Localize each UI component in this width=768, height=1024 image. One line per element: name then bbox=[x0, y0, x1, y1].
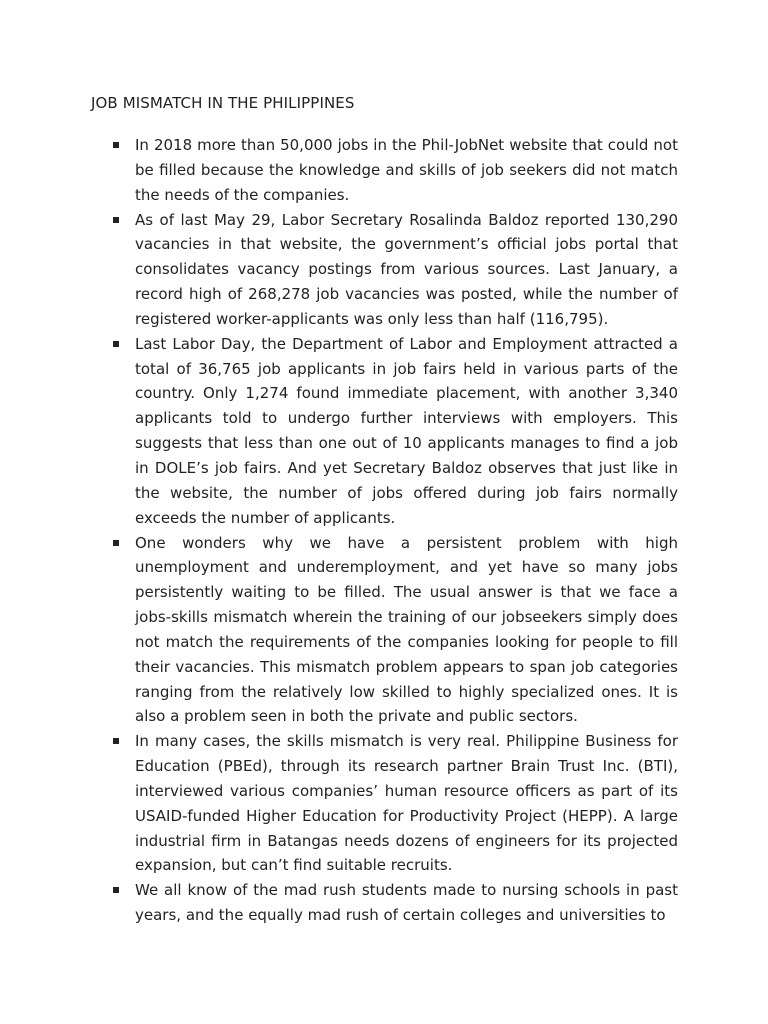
bullet-text: In many cases, the skills mismatch is very real. Philippine Business for Education (PBEd), through its research partner Brain Trust Inc. (BTI), interviewed various companies’ human resource officers as part of its USAID-funded Higher Education for Productivity Project (HEPP). A large industrial firm in Batangas needs dozens of engineers for its projected expansion, but can’t find suitable recruits. bbox=[135, 732, 678, 875]
square-bullet-icon bbox=[113, 341, 119, 347]
square-bullet-icon bbox=[113, 887, 119, 893]
bullet-item bbox=[0, 332, 768, 531]
square-bullet-icon bbox=[113, 540, 119, 546]
bullet-item bbox=[0, 208, 768, 332]
bullet-item bbox=[0, 878, 768, 928]
bullet-text: We all know of the mad rush students made to nursing schools in past years, and the equally mad rush of certain colleges and universities to bbox=[135, 881, 678, 925]
square-bullet-icon bbox=[113, 217, 119, 223]
bullet-text: One wonders why we have a persistent problem with high unemployment and underemployment, and yet have so many jobs persistently waiting to be filled. The usual answer is that we face a jobs-skills mismatch wherein the training of our jobseekers simply does not match the requirements of the companies looking for people to fill their vacancies. This mismatch problem appears to span job categories ranging from the relatively low skilled to highly specialized ones. It is also a problem seen in both the private and public sectors. bbox=[135, 533, 678, 726]
bullet-item bbox=[0, 531, 768, 730]
bullet-text: As of last May 29, Labor Secretary Rosalinda Baldoz reported 130,290 vacancies in that website, the government’s official jobs portal that consolidates vacancy postings from various sources. Last January, a record high of 268,278 job vacancies was posted, while the number of registered worker-applicants was only less than half (116,795). bbox=[135, 210, 678, 328]
document-title: JOB MISMATCH IN THE PHILIPPINES bbox=[91, 94, 355, 112]
square-bullet-icon bbox=[113, 738, 119, 744]
bullet-item bbox=[0, 133, 768, 208]
bullet-item bbox=[0, 729, 768, 878]
bullet-text: In 2018 more than 50,000 jobs in the Phil-JobNet website that could not be filled because the knowledge and skills of job seekers did not match the needs of the companies. bbox=[135, 136, 678, 204]
square-bullet-icon bbox=[113, 142, 119, 148]
bullet-text: Last Labor Day, the Department of Labor and Employment attracted a total of 36,765 job applicants in job fairs held in various parts of the country. Only 1,274 found immediate placement, with another 3,340 applicants told to undergo further interviews with employers. This suggests that less than one out of 10 applicants manages to find a job in DOLE’s job fairs. And yet Secretary Baldoz observes that just like in the website, the number of jobs offered during job fairs normally exceeds the number of applicants. bbox=[135, 334, 678, 527]
bullet-list bbox=[0, 133, 768, 928]
